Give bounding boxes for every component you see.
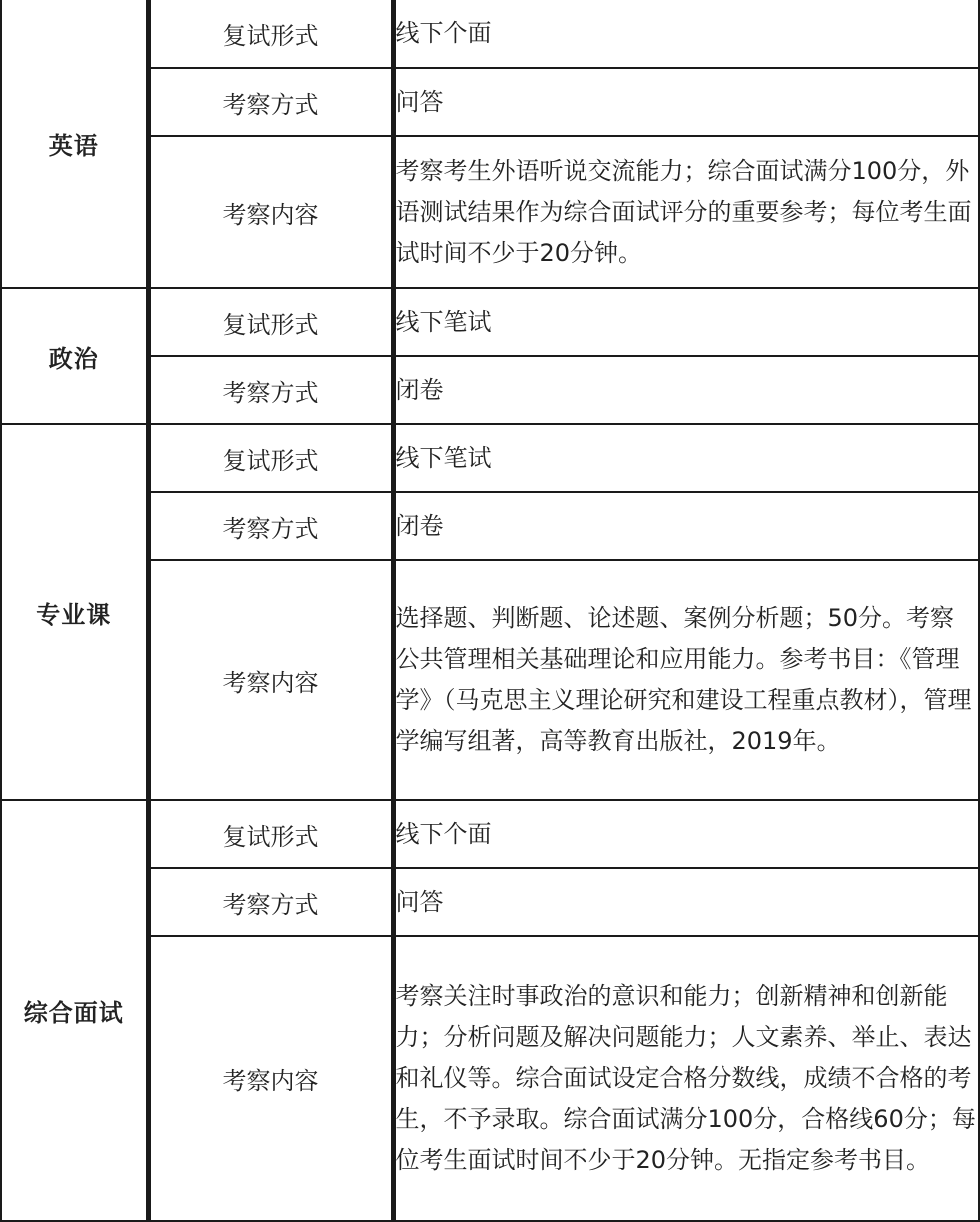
aspect-cell: 复试形式 (148, 288, 393, 356)
table-row (1, 356, 979, 424)
detail-cell: 考察关注时事政治的意识和能力；创新精神和创新能力；分析问题及解决问题能力；人文素养、举止、表达和礼仪等。综合面试设定合格分数线，成绩不合格的考生，不予录取。综合面试满分100分，合格线60分；每位考生面试时间不少于20分钟。无指定参考书目。 (393, 936, 979, 1221)
table-row (1, 560, 979, 800)
table-row (1, 288, 979, 356)
subject-cell-politics: 政治 (1, 288, 148, 424)
detail-cell: 问答 (393, 68, 979, 136)
table-row (1, 136, 979, 288)
table-row (1, 0, 979, 68)
detail-cell: 考察考生外语听说交流能力；综合面试满分100分，外语测试结果作为综合面试评分的重要参考；每位考生面试时间不少于20分钟。 (393, 136, 979, 288)
table-row (1, 492, 979, 560)
aspect-cell: 复试形式 (148, 800, 393, 868)
aspect-cell: 复试形式 (148, 0, 393, 68)
aspect-cell: 考察内容 (148, 936, 393, 1221)
detail-cell: 线下笔试 (393, 288, 979, 356)
table-row (1, 868, 979, 936)
subject-cell-major: 专业课 (1, 424, 148, 800)
aspect-cell: 考察方式 (148, 68, 393, 136)
detail-cell: 选择题、判断题、论述题、案例分析题；50分。考察公共管理相关基础理论和应用能力。参考书目：《管理学》（马克思主义理论研究和建设工程重点教材），管理学编写组著，高等教育出版社，2019年。 (393, 560, 979, 800)
detail-cell: 线下个面 (393, 800, 979, 868)
table-row (1, 800, 979, 868)
detail-cell: 闭卷 (393, 356, 979, 424)
detail-cell: 闭卷 (393, 492, 979, 560)
aspect-cell: 复试形式 (148, 424, 393, 492)
aspect-cell: 考察方式 (148, 492, 393, 560)
detail-cell: 线下个面 (393, 0, 979, 68)
aspect-cell: 考察内容 (148, 560, 393, 800)
table-row (1, 68, 979, 136)
table-row (1, 936, 979, 1221)
detail-cell: 问答 (393, 868, 979, 936)
subject-cell-english: 英语 (1, 0, 148, 288)
detail-cell: 线下笔试 (393, 424, 979, 492)
aspect-cell: 考察内容 (148, 136, 393, 288)
table-row (1, 424, 979, 492)
aspect-cell: 考察方式 (148, 356, 393, 424)
aspect-cell: 考察方式 (148, 868, 393, 936)
subject-cell-interview: 综合面试 (1, 800, 148, 1221)
